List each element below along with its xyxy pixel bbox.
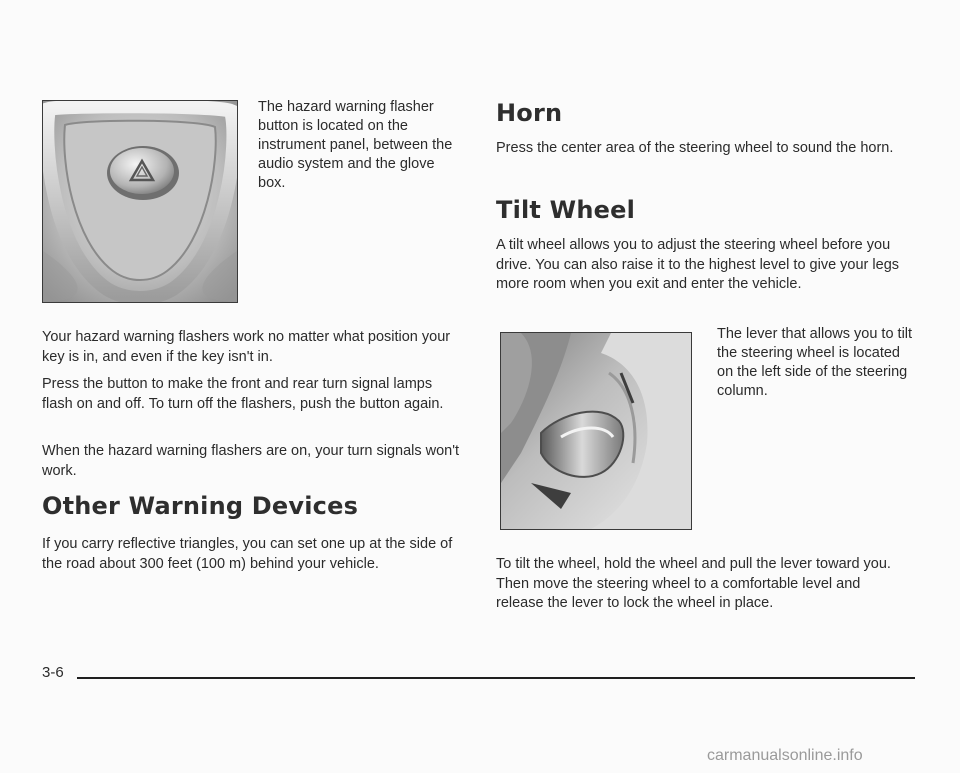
tilt-wheel-instructions-paragraph: To tilt the wheel, hold the wheel and pull the lever toward you. Then move the steering wheel to a comfortable level and release the lever to lock the wheel in place.: [496, 556, 891, 611]
tilt-wheel-heading: Tilt Wheel: [496, 196, 635, 224]
hazard-triangle-icon: [43, 101, 237, 302]
hazard-flashers-key-paragraph: Your hazard warning flashers work no matter what position your key is in, and even if the key isn't in.: [42, 329, 451, 365]
page-number: 3-6: [42, 664, 64, 681]
horn-paragraph: Press the center area of the steering wheel to sound the horn.: [496, 140, 894, 156]
tilt-lever-caption: The lever that allows you to tilt the steering wheel is located on the left side of the steering column.: [717, 326, 913, 399]
tilt-lever-icon: [501, 333, 691, 529]
horn-heading: Horn: [496, 99, 563, 127]
tilt-lever-photo: [500, 332, 692, 530]
reflective-triangles-paragraph: If you carry reflective triangles, you can set one up at the side of the road about 300 feet (100 m) behind your vehicle.: [42, 536, 453, 572]
hazard-button-photo: [42, 100, 238, 303]
hazard-button-caption: The hazard warning flasher button is located on the instrument panel, between the audio system and the glove box.: [258, 99, 453, 191]
watermark: carmanualsonline.info: [707, 747, 863, 764]
footer-divider: [77, 677, 915, 679]
hazard-flashers-turn-signal-paragraph: When the hazard warning flashers are on, your turn signals won't work.: [42, 443, 460, 479]
tilt-wheel-intro-paragraph: A tilt wheel allows you to adjust the steering wheel before you drive. You can also raise it to the highest level to give your legs more room when you exit and enter the vehicle.: [496, 237, 900, 292]
other-warning-devices-heading: Other Warning Devices: [42, 492, 359, 520]
hazard-flashers-operation-paragraph: Press the button to make the front and rear turn signal lamps flash on and off. To turn off the flashers, push the button again.: [42, 376, 444, 412]
